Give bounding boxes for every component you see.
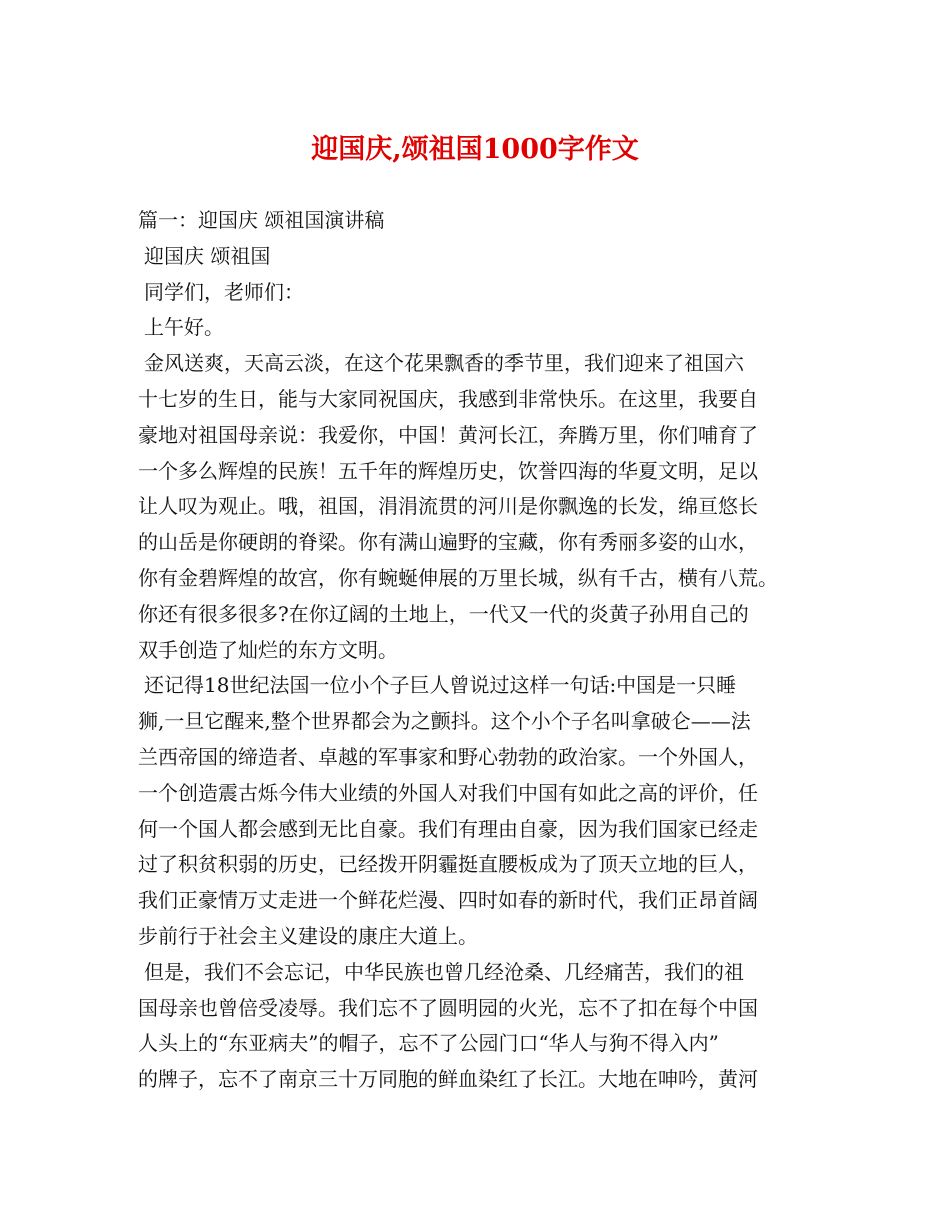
paragraph-line: 十七岁的生日，能与大家同祝国庆，我感到非常快乐。在这里，我要自 bbox=[138, 386, 758, 411]
paragraph-line: 但是，我们不会忘记，中华民族也曾几经沧桑、几经痛苦，我们的祖 bbox=[144, 959, 744, 984]
paragraph-line: 双手创造了灿烂的东方文明。 bbox=[138, 637, 398, 662]
section-heading: 篇一：迎国庆 颂祖国演讲稿 bbox=[138, 208, 385, 232]
paragraph-line: 金风送爽，天高云淡，在这个花果飘香的季节里，我们迎来了祖国六 bbox=[144, 351, 744, 376]
paragraph-line: 的牌子，忘不了南京三十万同胞的鲜血染红了长江。大地在呻吟，黄河 bbox=[138, 1067, 758, 1092]
paragraph-line: 我们正豪情万丈走进一个鲜花烂漫、四时如春的新时代，我们正昂首阔 bbox=[138, 888, 758, 913]
paragraph-line: 兰西帝国的缔造者、卓越的军事家和野心勃勃的政治家。一个外国人， bbox=[138, 744, 758, 769]
paragraph-line: 过了积贫积弱的历史，已经拨开阴霾挺直腰板成为了顶天立地的巨人， bbox=[138, 852, 758, 877]
paragraph-line: 一个多么辉煌的民族！五千年的辉煌历史，饮誉四海的华夏文明，足以 bbox=[138, 458, 758, 483]
paragraph-line: 你有金碧辉煌的故宫，你有蜿蜒伸展的万里长城，纵有千古，横有八荒。 bbox=[138, 565, 778, 590]
paragraph-line: 你还有很多很多?在你辽阔的土地上，一代又一代的炎黄子孙用自己的 bbox=[138, 601, 749, 626]
speech-title: 迎国庆 颂祖国 bbox=[144, 243, 271, 268]
paragraph-line: 何一个国人都会感到无比自豪。我们有理由自豪，因为我们国家已经走 bbox=[138, 816, 758, 841]
document-body bbox=[138, 203, 814, 1098]
paragraph-line: 步前行于社会主义建设的康庄大道上。 bbox=[138, 923, 478, 948]
paragraph-line: 狮,一旦它醒来,整个世界都会为之颤抖。这个小个子名叫拿破仑——法 bbox=[138, 709, 751, 734]
salutation: 同学们，老师们： bbox=[144, 279, 304, 304]
paragraph-line: 豪地对祖国母亲说：我爱你，中国！黄河长江，奔腾万里，你们哺育了 bbox=[138, 422, 758, 447]
paragraph-line: 的山岳是你硬朗的脊梁。你有满山遍野的宝藏，你有秀丽多姿的山水， bbox=[138, 530, 758, 555]
paragraph-line: 人头上的“东亚病夫”的帽子，忘不了公园门口“华人与狗不得入内” bbox=[138, 1031, 719, 1056]
greeting: 上午好。 bbox=[144, 315, 224, 340]
paragraph-line: 国母亲也曾倍受凌辱。我们忘不了圆明园的火光，忘不了扣在每个中国 bbox=[138, 995, 758, 1020]
paragraph-line: 还记得18世纪法国一位小个子巨人曾说过这样一句话:中国是一只睡 bbox=[144, 673, 737, 698]
paragraph-line: 让人叹为观止。哦，祖国，涓涓流贯的河川是你飘逸的长发，绵亘悠长 bbox=[138, 494, 758, 519]
document-title: 迎国庆,颂祖国1000字作文 bbox=[311, 134, 639, 165]
paragraph-line: 一个创造震古烁今伟大业绩的外国人对我们中国有如此之高的评价，任 bbox=[138, 780, 758, 805]
